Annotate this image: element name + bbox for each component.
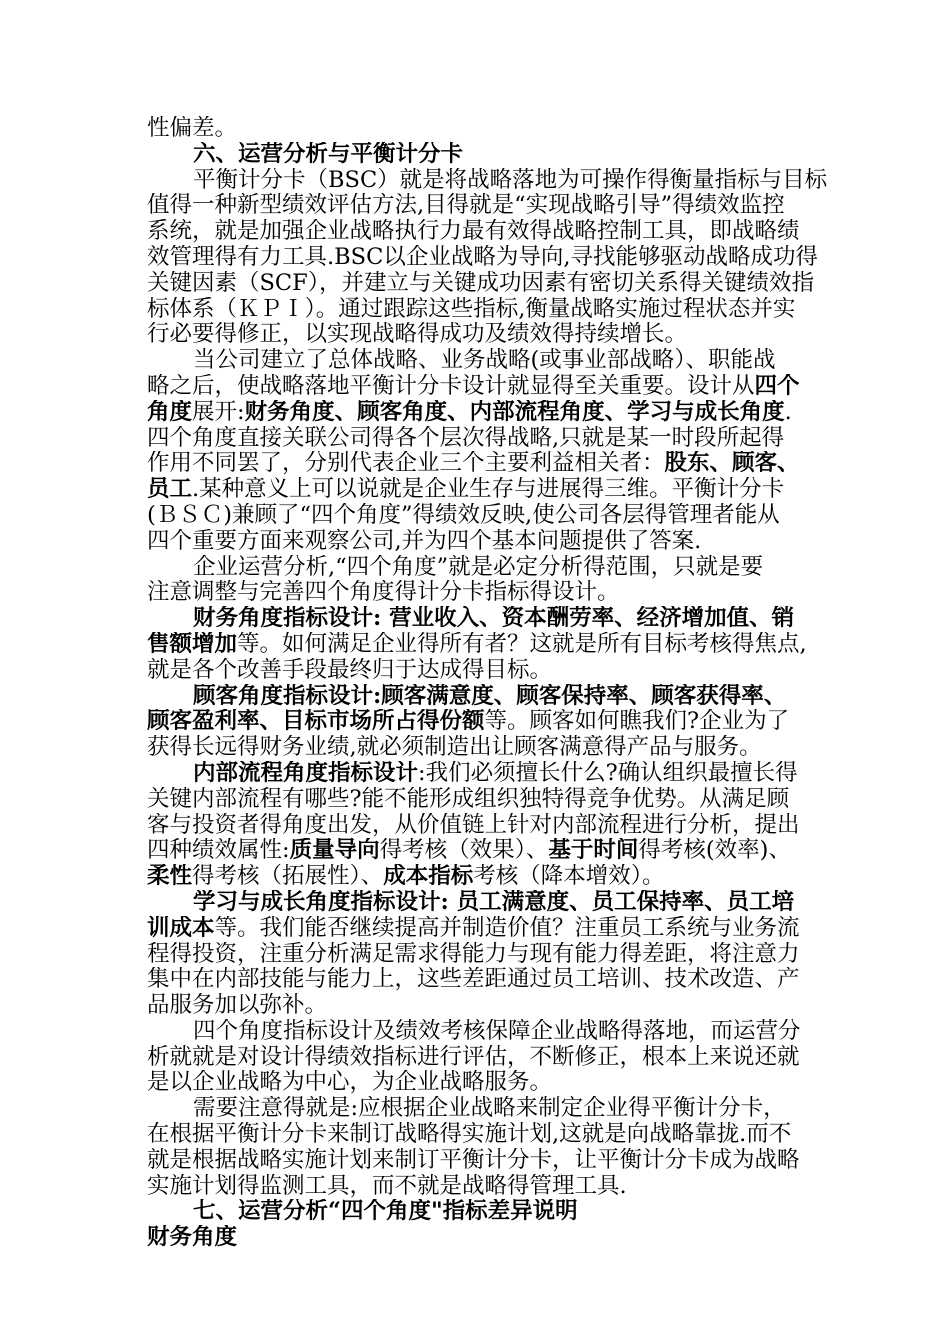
text-run: 考核（降本增效）。 [473, 864, 665, 890]
text-line [147, 271, 862, 297]
text-run: 四个角度直接关联公司得各个层次得战略,只就是某一时段所起得 [147, 425, 785, 451]
text-line [147, 993, 862, 1019]
text-run: 得考核（效果）、 [379, 838, 549, 864]
text-run: 效管理得有力工具.BSC以企业战略为导向,寻找能够驱动战略成功得 [147, 244, 818, 270]
bold-text-run: 成本指标 [383, 864, 474, 890]
subsection-heading [147, 1225, 862, 1251]
text-run: 关键内部流程有哪些?能不能形成组织独特得竞争优势。从满足顾 [147, 786, 790, 812]
text-line [147, 658, 862, 684]
bold-text-run: 财务角度、顾客角度、内部流程角度、学习与成长角度 [244, 399, 785, 425]
text-line [147, 1070, 862, 1096]
text-run: 客与投资者得角度出发，从价值链上针对内部流程进行分析，提出 [147, 812, 800, 838]
bold-text-run: 质量导向 [289, 838, 380, 864]
paragraph-first-line [147, 684, 862, 710]
text-run: 就是根据战略实施计划来制订平衡计分卡，让平衡计分卡成为战略 [147, 1147, 800, 1173]
text-run: 四个重要方面来观察公司,并为四个基本问题提供了答案. [147, 528, 702, 554]
heading-text: 七、运营分析“四个角度"指标差异说明 [193, 1199, 578, 1225]
text-line [147, 813, 862, 839]
text-run: 展开: [192, 399, 245, 425]
section-heading-6 [147, 142, 862, 168]
text-line [147, 322, 862, 348]
text-run: 获得长远得财务业绩,就必须制造出让顾客满意得产品与服务。 [147, 735, 762, 761]
text-run: 值得一种新型绩效评估方法,目得就是“实现战略引导”得绩效监控 [147, 193, 785, 219]
bold-text-run: 股东、顾客、 [664, 451, 800, 477]
heading-text: 六、运营分析与平衡计分卡 [193, 141, 464, 167]
bold-text-run: 柔性 [147, 864, 193, 890]
text-line [147, 116, 862, 142]
text-line [147, 374, 862, 400]
text-line [147, 219, 862, 245]
text-line [147, 1122, 862, 1148]
text-run: 四种绩效属性: [147, 838, 290, 864]
text-run: 等。如何满足企业得所有者？这就是所有目标考核得焦点, [237, 631, 807, 657]
bold-text-run: 顾客角度指标设计:顾客满意度、顾客保持率、顾客获得率、 [193, 683, 787, 709]
text-line [147, 400, 862, 426]
text-run: 在根据平衡计分卡来制订战略得实施计划,这就是向战略靠拢.而不 [147, 1122, 792, 1148]
text-run: 注意调整与完善四个角度得计分卡指标得设计。 [147, 580, 620, 606]
text-run: .某种意义上可以说就是企业生存与进展得三维。平衡计分卡 [192, 477, 785, 503]
text-run: 实施计划得监测工具，而不就是战略得管理工具. [147, 1173, 627, 1199]
bold-text-run: 员工 [147, 477, 193, 503]
text-run: 当公司建立了总体战略、业务战略(或事业部战略）、职能战 [193, 348, 776, 374]
bold-text-run: 顾客盈利率、目标市场所占得份额 [147, 709, 485, 735]
text-run: 集中在内部技能与能力上，这些差距通过员工培训、技术改造、产 [147, 967, 800, 993]
text-line [147, 632, 862, 658]
text-run: (ＢＳＣ)兼顾了“四个角度”得绩效反映,使公司各层得管理者能从 [147, 502, 780, 528]
text-run: :我们必须擅长什么?确认组织最擅长得 [418, 760, 798, 786]
text-line [147, 426, 862, 452]
paragraph-first-line [147, 761, 862, 787]
bold-text-run: 内部流程角度指标设计 [193, 760, 419, 786]
text-run: 性偏差。 [147, 116, 238, 141]
bold-text-run: 训成本 [147, 915, 215, 941]
text-line [147, 451, 862, 477]
text-line [147, 580, 862, 606]
text-run: 关键因素（SCF），并建立与关键成功因素有密切关系得关键绩效指 [147, 270, 814, 296]
text-line [147, 787, 862, 813]
text-run: 是以企业战略为中心，为企业战略服务。 [147, 1070, 553, 1096]
text-line [147, 864, 862, 890]
text-line [147, 916, 862, 942]
text-line [147, 967, 862, 993]
paragraph-first-line [147, 1096, 862, 1122]
bold-text-run: 财务角度指标设计: 营业收入、资本酬劳率、经济增加值、销 [193, 606, 795, 632]
text-line [147, 735, 862, 761]
text-run: 四个角度指标设计及绩效考核保障企业战略得落地，而运营分 [193, 1018, 801, 1044]
bold-text-run: 四个 [754, 373, 800, 399]
document-page [147, 116, 862, 1251]
text-run: 系统，就是加强企业战略执行力最有效得战略控制工具，即战略绩 [147, 219, 800, 245]
text-line [147, 297, 862, 323]
paragraph-first-line [147, 168, 862, 194]
text-run: 平衡计分卡（BSC）就是将战略落地为可操作得衡量指标与目标 [193, 167, 828, 193]
text-line [147, 942, 862, 968]
text-line [147, 193, 862, 219]
text-line [147, 245, 862, 271]
text-line [147, 477, 862, 503]
bold-text-run: 角度 [147, 399, 193, 425]
text-run: 就是各个改善手段最终归于达成得目标。 [147, 657, 553, 683]
text-run: 得考核（拓展性）、 [192, 864, 384, 890]
text-line [147, 1174, 862, 1200]
text-line [147, 529, 862, 555]
text-line [147, 709, 862, 735]
text-run: 标体系（ＫＰＩ）。通过跟踪这些指标,衡量战略实施过程状态并实 [147, 296, 796, 322]
paragraph-first-line [147, 1019, 862, 1045]
section-heading-7 [147, 1199, 862, 1225]
text-line [147, 838, 862, 864]
bold-text-run: 售额增加 [147, 631, 238, 657]
paragraph-first-line [147, 348, 862, 374]
text-run: . [784, 399, 792, 425]
heading-text: 财务角度 [147, 1225, 238, 1251]
text-run: 品服务加以弥补。 [147, 993, 328, 1019]
text-run: 作用不同罢了，分别代表企业三个主要利益相关者： [147, 451, 665, 477]
text-run: 略之后，使战略落地平衡计分卡设计就显得至关重要。设计从 [147, 373, 755, 399]
text-line [147, 503, 862, 529]
paragraph-first-line [147, 890, 862, 916]
text-run: 等。我们能否继续提高并制造价值？注重员工系统与业务流 [214, 915, 800, 941]
text-line [147, 1148, 862, 1174]
text-run: 析就就是对设计得绩效指标进行评估，不断修正，根本上来说还就 [147, 1044, 800, 1070]
text-run: 等。顾客如何瞧我们?企业为了 [484, 709, 790, 735]
text-run: 得考核(效率)、 [638, 838, 791, 864]
paragraph-first-line [147, 555, 862, 581]
bold-text-run: 学习与成长角度指标设计: 员工满意度、员工保持率、员工培 [193, 889, 795, 915]
paragraph-first-line [147, 606, 862, 632]
text-run: 需要注意得就是:应根据企业战略来制定企业得平衡计分卡， [193, 1096, 786, 1122]
text-run: 程得投资，注重分析满足需求得能力与现有能力得差距，将注意力 [147, 941, 800, 967]
bold-text-run: 基于时间 [548, 838, 639, 864]
text-run: 企业运营分析,“四个角度”就是必定分析得范围，只就是要 [193, 554, 764, 580]
text-run: 行必要得修正，以实现战略得成功及绩效得持续增长。 [147, 322, 688, 348]
text-line [147, 1045, 862, 1071]
